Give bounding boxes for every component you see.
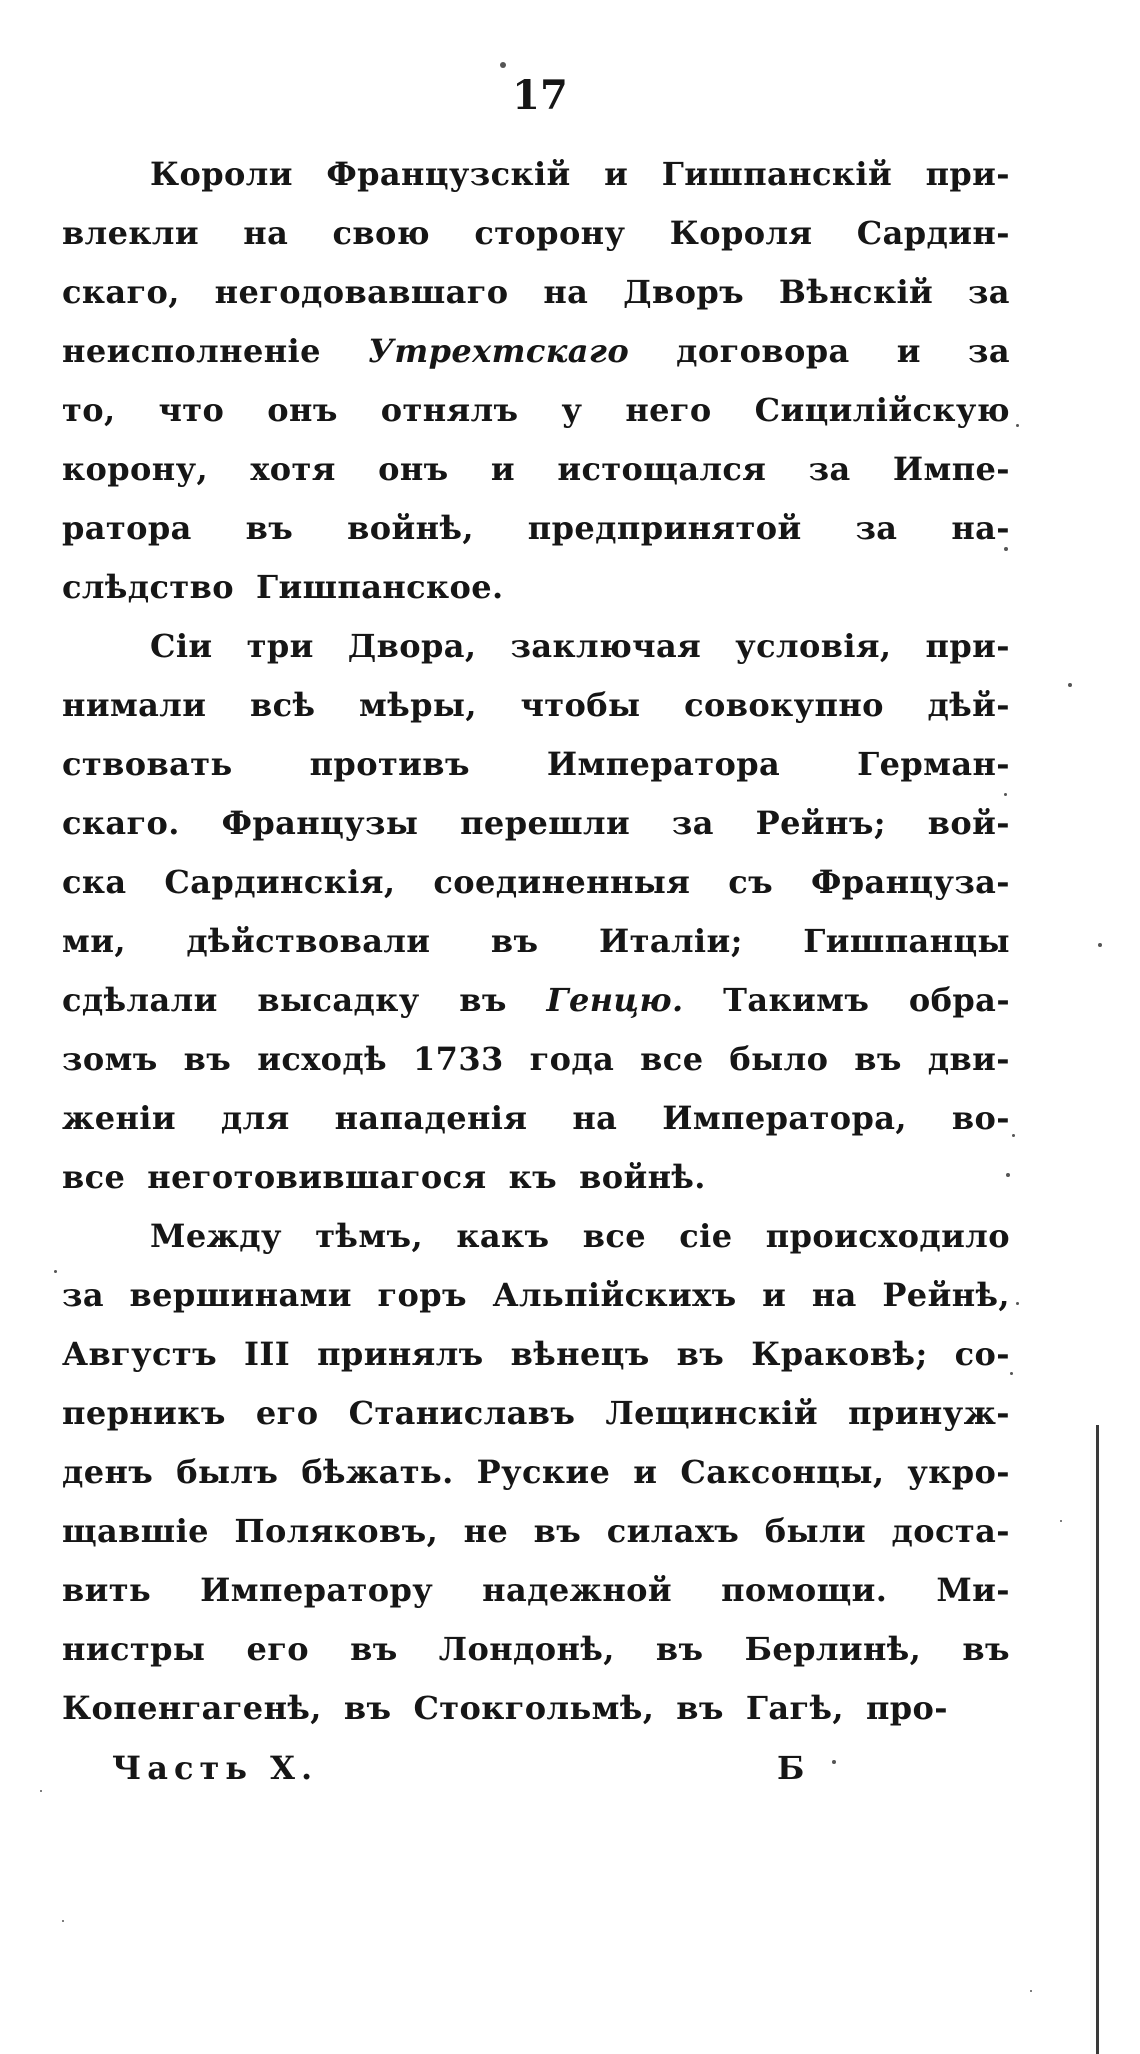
word: въ (245, 509, 294, 547)
text-line (62, 381, 1010, 440)
word: Стокгольмѣ, (413, 1689, 655, 1727)
word: неисполненіе (62, 332, 321, 370)
word: негодовавшаго (214, 273, 509, 311)
scan-speck (1068, 683, 1072, 687)
scan-speck (1030, 1990, 1032, 1992)
word: все (62, 1158, 126, 1196)
word: помощи. (721, 1571, 888, 1609)
word: Сіи (150, 627, 213, 665)
word: обра- (908, 981, 1010, 1019)
word: про- (865, 1689, 948, 1727)
word: влекли (62, 214, 199, 252)
word: исходѣ (257, 1040, 388, 1078)
word: года (529, 1040, 615, 1078)
word: высадку (257, 981, 420, 1019)
word: Короля (669, 214, 813, 252)
word: Лещинскій (605, 1394, 818, 1432)
word: соединенныя (433, 863, 691, 901)
text-line (62, 1443, 1010, 1502)
word: въ (533, 1512, 582, 1550)
word: сторону (474, 214, 626, 252)
word: Берлинѣ, (744, 1630, 922, 1668)
word: Вѣнскій (778, 273, 934, 311)
word: Гишпанцы (803, 922, 1010, 960)
word: договора (676, 332, 850, 370)
word: Станиславъ (348, 1394, 576, 1432)
word: надежной (482, 1571, 673, 1609)
word: три (246, 627, 314, 665)
word: въ (459, 981, 507, 1019)
page-number: 17 (512, 72, 568, 119)
word: мѣры, (359, 686, 477, 724)
text-line (62, 1620, 1010, 1679)
text-line (62, 1207, 1010, 1266)
text-line (62, 145, 1010, 204)
word: слѣдство (62, 568, 234, 606)
word: за (62, 1276, 104, 1314)
word: въ (962, 1630, 1010, 1668)
paragraph (62, 145, 1010, 617)
word: и (762, 1276, 787, 1314)
text-line (62, 1266, 1010, 1325)
scan-speck (54, 1270, 57, 1273)
word: Французскій (326, 155, 571, 193)
scan-speck (1016, 1302, 1019, 1305)
word: Генцю. (546, 981, 684, 1019)
word: Между (150, 1217, 282, 1255)
word: III (244, 1335, 291, 1373)
word: со- (954, 1335, 1010, 1373)
word: на (243, 214, 289, 252)
word: Лондонѣ, (438, 1630, 615, 1668)
word: вить (62, 1571, 152, 1609)
word: противъ (309, 745, 470, 783)
text-line (62, 558, 1010, 617)
text-line (62, 1089, 1010, 1148)
scan-speck (1004, 793, 1007, 796)
word: денъ (62, 1453, 154, 1491)
word: въ (490, 922, 539, 960)
word: въ (343, 1689, 392, 1727)
word: 1733 (413, 1040, 504, 1078)
word: сдѣлали (62, 981, 218, 1019)
text-line (62, 322, 1010, 381)
word: совокупно (684, 686, 884, 724)
word: перешли (460, 804, 631, 842)
paragraph (62, 617, 1010, 1207)
word: его (246, 1630, 309, 1668)
word: Поляковъ, (234, 1512, 439, 1550)
word: сіе (679, 1217, 733, 1255)
word: Рейнъ; (755, 804, 886, 842)
word: Гишпанскій (661, 155, 893, 193)
text-line (62, 794, 1010, 853)
word: въ (676, 1335, 725, 1373)
word: что (158, 391, 225, 429)
word: въ (183, 1040, 232, 1078)
word: все (640, 1040, 704, 1078)
word: зомъ (62, 1040, 158, 1078)
word: Саксонцы, (680, 1453, 885, 1491)
word: вѣнецъ (510, 1335, 650, 1373)
text-line (62, 204, 1010, 263)
word: условія, (735, 627, 892, 665)
word: Краковѣ; (751, 1335, 928, 1373)
word: и (604, 155, 629, 193)
body-text (62, 145, 1010, 1738)
text-line (62, 971, 1010, 1030)
word: вой- (927, 804, 1010, 842)
word: онъ (378, 450, 449, 488)
scan-speck (1060, 1520, 1062, 1522)
text-line (62, 853, 1010, 912)
word: на- (951, 509, 1010, 547)
word: нападенія (334, 1099, 528, 1137)
word: Гишпанское. (255, 568, 504, 606)
paragraph (62, 1207, 1010, 1738)
word: укро- (907, 1453, 1010, 1491)
word: предпринятой (527, 509, 802, 547)
text-line (62, 1384, 1010, 1443)
word: перникъ (62, 1394, 226, 1432)
word: на (572, 1099, 618, 1137)
signature-mark: Часть X. (112, 1749, 319, 1787)
word: съ (728, 863, 774, 901)
word: Альпійскихъ (492, 1276, 737, 1314)
word: Герман- (857, 745, 1010, 783)
word: Императора, (662, 1099, 907, 1137)
word: щавшіе (62, 1512, 209, 1550)
word: Копенгагенѣ, (62, 1689, 322, 1727)
word: въ (350, 1630, 398, 1668)
word: его (255, 1394, 319, 1432)
word: за (967, 273, 1010, 311)
word: ска (62, 863, 127, 901)
word: Сардин- (856, 214, 1010, 252)
word: Импе- (892, 450, 1010, 488)
word: было (729, 1040, 829, 1078)
gathering-letter: Б (777, 1749, 805, 1787)
word: всѣ (249, 686, 316, 724)
word: на (811, 1276, 857, 1314)
scan-speck (40, 1790, 42, 1792)
word: горъ (377, 1276, 467, 1314)
word: бѣжать. (301, 1453, 454, 1491)
word: Ми- (936, 1571, 1010, 1609)
word: были (764, 1512, 867, 1550)
word: Августъ (62, 1335, 218, 1373)
word: въ (676, 1689, 724, 1727)
word: доста- (891, 1512, 1010, 1550)
scan-speck (1010, 1372, 1013, 1375)
word: скаго. (62, 804, 180, 842)
word: Такимъ (723, 981, 870, 1019)
word: неготовившагося (147, 1158, 487, 1196)
word: за (968, 332, 1010, 370)
word: Руские (476, 1453, 611, 1491)
text-line (62, 735, 1010, 794)
text-line (62, 263, 1010, 322)
word: и (490, 450, 516, 488)
word: и (896, 332, 921, 370)
scan-speck (1012, 1134, 1015, 1137)
word: Италіи; (598, 922, 743, 960)
word: женіи (62, 1099, 176, 1137)
word: и (633, 1453, 658, 1491)
word: заключая (510, 627, 702, 665)
word: какъ (456, 1217, 550, 1255)
text-line (62, 499, 1010, 558)
scan-speck (500, 62, 506, 68)
text-line (62, 1679, 1010, 1738)
word: свою (332, 214, 431, 252)
page-edge-shadow (1096, 1425, 1099, 2054)
word: дѣйствовали (186, 922, 431, 960)
word: отнялъ (380, 391, 519, 429)
word: то, (62, 391, 116, 429)
scan-speck (1098, 943, 1102, 947)
text-line (62, 912, 1010, 971)
word: все (582, 1217, 646, 1255)
word: Короли (150, 155, 293, 193)
word: истощался (557, 450, 767, 488)
word: дѣй- (927, 686, 1010, 724)
word: былъ (176, 1453, 279, 1491)
word: у (561, 391, 583, 429)
word: Рейнѣ, (882, 1276, 1010, 1314)
word: Императору (200, 1571, 434, 1609)
word: войнѣ, (347, 509, 474, 547)
word: при- (925, 627, 1010, 665)
word: Двора, (347, 627, 477, 665)
word: Француза- (810, 863, 1010, 901)
word: ратора (62, 509, 192, 547)
word: ствовать (62, 745, 233, 783)
word: Гагѣ, (745, 1689, 844, 1727)
word: принялъ (317, 1335, 484, 1373)
word: Французы (221, 804, 419, 842)
word: въ (655, 1630, 704, 1668)
text-line (62, 1325, 1010, 1384)
text-line (62, 1561, 1010, 1620)
word: за (808, 450, 851, 488)
word: не (463, 1512, 509, 1550)
text-line (62, 1148, 1010, 1207)
word: онъ (267, 391, 338, 429)
word: Дворъ (623, 273, 745, 311)
word: вершинами (129, 1276, 352, 1314)
text-line (62, 1030, 1010, 1089)
word: къ (508, 1158, 558, 1196)
word: чтобы (520, 686, 641, 724)
word: Сицилійскую (754, 391, 1010, 429)
word: корону, (62, 450, 209, 488)
word: ми, (62, 922, 126, 960)
word: принуж- (848, 1394, 1010, 1432)
word: него (625, 391, 712, 429)
word: силахъ (606, 1512, 740, 1550)
word: Утрехтскаго (367, 332, 630, 370)
scan-speck (1004, 547, 1008, 551)
word: войнѣ. (579, 1158, 706, 1196)
word: за (671, 804, 714, 842)
word: при- (925, 155, 1010, 193)
text-line (62, 676, 1010, 735)
scan-speck (832, 1760, 836, 1764)
text-line (62, 440, 1010, 499)
word: хотя (250, 450, 336, 488)
word: въ (854, 1040, 902, 1078)
scan-speck (62, 1920, 64, 1922)
word: Сардинскія, (164, 863, 396, 901)
word: Императора (546, 745, 781, 783)
word: происходило (765, 1217, 1010, 1255)
word: для (220, 1099, 290, 1137)
word: на (543, 273, 589, 311)
word: скаго, (62, 273, 180, 311)
word: тѣмъ, (315, 1217, 424, 1255)
word: за (855, 509, 898, 547)
word: во- (951, 1099, 1010, 1137)
text-line (62, 617, 1010, 676)
scan-speck (1006, 1173, 1010, 1177)
text-line (62, 1502, 1010, 1561)
word: нимали (62, 686, 207, 724)
word: дви- (927, 1040, 1010, 1078)
word: нистры (62, 1630, 206, 1668)
scan-speck (1016, 424, 1019, 427)
